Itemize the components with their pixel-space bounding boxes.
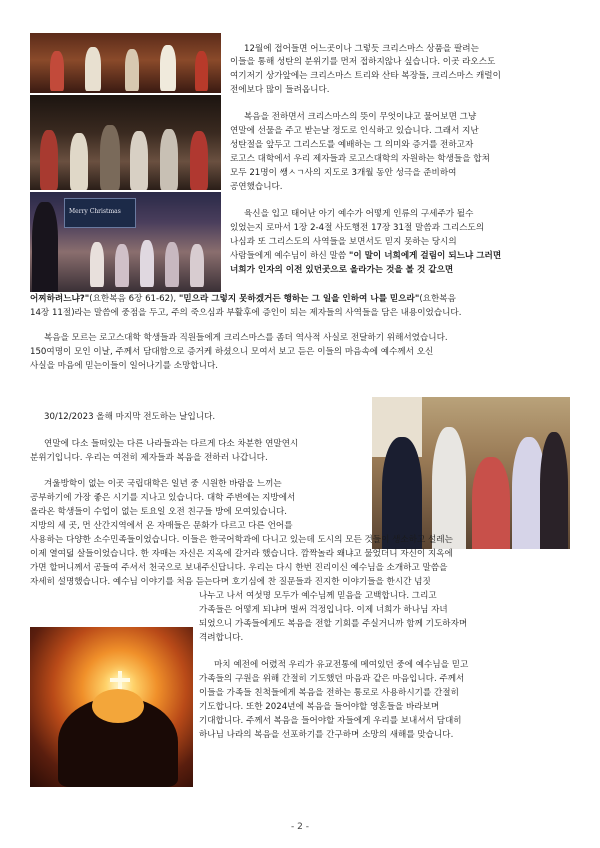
text-line: 기도합니다. 또한 2024년에 복음을 들어야할 영혼들을 바라보며 (199, 702, 440, 712)
page-number: - 2 - (291, 822, 309, 832)
text-line: 있었는지 로마서 1장 2-4절 사도행전 17장 31절 말씀과 그리스도의 (230, 223, 485, 233)
screen (64, 198, 136, 228)
text-line: 사실을 마음에 믿는이들이 일어나기를 소망합니다. (30, 361, 218, 371)
text-line: 되었으니 가족들에게도 복음을 전할 기회를 주실거니까 함께 기도하자며 (199, 619, 468, 629)
praying-hands-photo (30, 627, 193, 787)
text-run: (요한복음 (419, 294, 456, 304)
text-line: 분위기입니다. 우리는 여전히 제자들과 복음을 전하러 나갑니다. (30, 453, 268, 463)
text-run: 사람들에게 예수님이 하신 말씀 (230, 251, 349, 261)
bible-quote: 너희가 인자의 이전 있던곳으로 올라가는 것을 볼 것 같으면 (230, 265, 454, 275)
text-line: 연말에 다소 들떠있는 다른 나라들과는 다르게 다소 차분한 연말연시 (44, 439, 299, 449)
text-line (230, 250, 501, 264)
text-line (30, 293, 456, 307)
text-line: 가족들은 어떻게 되냐며 벌써 걱정입니다. 이제 너희가 하나님 자녀 (199, 605, 448, 615)
text-line: 이제 열여덟 살들이었습니다. 한 자매는 자신은 지옥에 갈거라 했습니다. 깜짝놀라 왜냐고 물었더니 자신이 지옥에 (30, 549, 453, 559)
bible-quote: "이 말이 너희에게 걸림이 되느냐 그러면 (348, 251, 502, 261)
text-line: 모두 21명이 쌩ㅅㄱ사의 지도로 3개월 동안 성극을 준비하여 (230, 168, 457, 178)
text-line: 150여명이 모인 이날, 주께서 담대함으로 증거케 하셨으니 모여서 보고 듣은 이들의 마음속에 예수께서 오신 (30, 347, 434, 357)
christmas-performance-photo-2 (30, 95, 221, 190)
text-line: 나누고 나서 여섯명 모두가 예수님께 믿음을 고백합니다. 그리고 (199, 591, 437, 601)
text-line: 공연했습니다. (230, 182, 283, 192)
text-line: 전에보다 많이 들려옵니다. (230, 85, 330, 95)
text-line (230, 264, 453, 278)
text-line: 가면 할머니께서 공들여 주셔서 천국으로 보내주신답니다. 우리는 다시 한번 진리이신 예수님을 소개하고 말씀을 (30, 563, 448, 573)
christmas-performance-photo-1 (30, 33, 221, 93)
text-line: 성탄절을 앞두고 그리스도를 예배하는 그 의미와 증거를 전하고자 (230, 140, 474, 150)
text-line: 기대합니다. 주께서 복음을 들어야할 자들에게 우리를 보내셔서 담대히 (199, 716, 462, 726)
text-line: 공부하기에 가장 좋은 시기를 지나고 있습니다. 대학 주변에는 지방에서 (30, 493, 296, 503)
text-line: 지방의 세 곳, 먼 산간지역에서 온 자매들은 문화가 다르고 다른 언어를 (30, 521, 293, 531)
text-line: 연말에 선물을 주고 받는날 정도로 인식하고 있습니다. 그래서 지난 (230, 126, 479, 136)
text-line: 로고스 대학에서 우리 제자들과 로고스대학의 자원하는 학생들을 합쳐 (230, 154, 490, 164)
text-line: 사용하는 다양한 소수민족들이었습니다. 이들은 한국어학과에 다니고 있는데 도시의 모든 것들이 생소하고 설레는 (30, 535, 453, 545)
text-run: (요한복음 6장 61-62), (89, 294, 179, 304)
text-line: 이들을 가족들 친척들에게 복음을 전하는 통로로 사용하시기를 간절히 (199, 688, 459, 698)
text-line: 하나님 나라의 복음을 선포하기를 간구하며 소망의 새해를 맞습니다. (199, 730, 454, 740)
text-line: 복음을 모르는 로고스대학 학생들과 직원들에게 크리스마스를 좀더 역사적 사실로 전달하기 위해서였습니다. (44, 333, 448, 343)
christmas-stage-photo (30, 192, 221, 292)
students-group-photo (372, 397, 570, 549)
text-line: 나심과 또 그리스도의 사역들을 보면서도 믿지 못하는 당시의 (230, 237, 457, 247)
text-line: 겨울방학이 없는 이곳 국립대학은 일년 중 시원한 바람을 느끼는 (44, 479, 282, 489)
bible-quote: 어찌하려느냐?" (30, 294, 90, 304)
text-line: 격려합니다. (199, 633, 244, 643)
text-line: 12월에 접어들면 어느곳이나 그렇듯 크리스마스 상품을 팔려는 (244, 44, 479, 54)
text-line: 마치 예전에 어렸적 우리가 유교전통에 메여있던 중에 예수님을 믿고 (214, 660, 469, 670)
text-line: 14장 11절)라는 말씀에 중점을 두고, 주의 죽으심과 부활후에 증인이 되는 제자들의 사역들을 담은 내용이었습니다. (30, 308, 462, 318)
text-line: 이들을 통해 성탄의 분위기를 먼저 접하지않나 싶습니다. 이곳 라오스도 (230, 57, 496, 67)
screen-caption: Merry Christmas (69, 208, 121, 215)
text-line: 육신을 입고 태어난 아기 예수가 어떻게 인류의 구세주가 될수 (244, 209, 474, 219)
text-line: 복음을 전하면서 크리스마스의 뜻이 무엇이냐고 물어보면 그냥 (244, 112, 477, 122)
text-line: 여기저기 상가앞에는 크리스마스 트리와 산타 복장들, 크리스마스 캐럴이 (230, 71, 501, 81)
text-line: 자세히 설명했습니다. 예수님 이야기를 처음 듣는다며 호기심에 찬 질문들과 진지한 이야기들을 한시간 넘짓 (30, 577, 431, 587)
text-line: 30/12/2023 올해 마지막 전도하는 날입니다. (44, 412, 216, 422)
text-line: 올라온 학생들이 수업이 없는 토요일 오전 친구들 방에 모여있습니다. (30, 507, 288, 517)
text-line: 가족들의 구원을 위해 간절히 기도했던 마음과 같은 마음입니다. 주께서 (199, 674, 465, 684)
bible-quote: "믿으라 그렇지 못하겠거든 행하는 그 일을 인하여 나를 믿으라" (178, 294, 420, 304)
